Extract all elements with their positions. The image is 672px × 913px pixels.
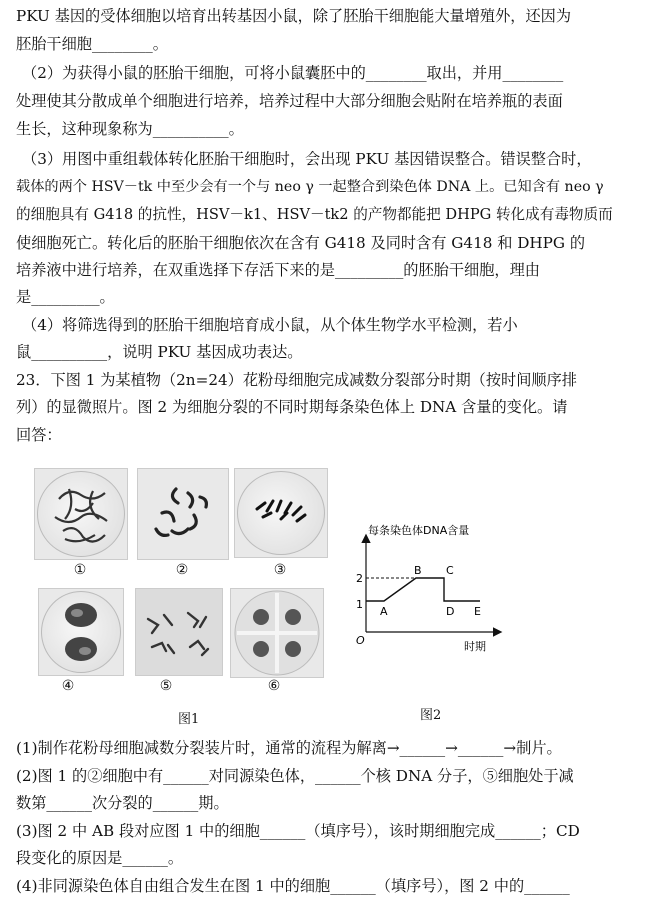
question-2-line-1: (2)图 1 的②细胞中有______对同源染色体，______个核 DNA 分子，⑤细胞处于减	[16, 767, 574, 785]
point-label-b: B	[414, 564, 422, 577]
text-line-8: 的细胞具有 G418 的抗性，HSV－k1、HSV－tk2 的产物都能把 DHPG 转化成有毒物质而	[16, 206, 613, 223]
label-6: ⑥	[267, 678, 281, 694]
text-line-3: （2）为获得小鼠的胚胎干细胞，可将小鼠囊胚中的________取出，并用________	[22, 64, 564, 82]
label-5: ⑤	[159, 678, 173, 694]
figure-1	[0, 460, 340, 730]
micrograph-1	[34, 468, 128, 560]
figure-2-caption: 图2	[420, 708, 442, 723]
x-axis-label: 时期	[464, 640, 486, 653]
text-line-9: 使细胞死亡。转化后的胚胎干细胞依次在含有 G418 及同时含有 G418 和 DHPG 的	[16, 234, 586, 252]
origin-label: O	[356, 634, 365, 647]
label-1: ①	[73, 562, 87, 578]
micrograph-2	[137, 468, 229, 560]
micrograph-3	[234, 468, 328, 558]
label-2: ②	[175, 562, 189, 578]
question-2-line-2: 数第______次分裂的______期。	[16, 794, 229, 812]
point-label-d: D	[446, 605, 455, 618]
question-3-line-1: (3)图 2 中 AB 段对应图 1 中的细胞______（填序号），该时期细胞完成______；CD	[16, 822, 580, 840]
point-label-e: E	[474, 605, 481, 618]
point-label-c: C	[446, 564, 454, 577]
text-line-2: 胚胎干细胞________。	[16, 35, 168, 53]
dna-content-line	[366, 578, 480, 601]
text-line-13: 鼠__________，说明 PKU 基因成功表达。	[16, 343, 303, 361]
text-line-14: 23．下图 1 为某植物（2n=24）花粉母细胞完成减数分裂部分时期（按时间顺序排	[16, 371, 577, 389]
micrograph-6	[230, 588, 324, 678]
text-line-1: PKU 基因的受体细胞以培育出转基因小鼠，除了胚胎干细胞能大量增殖外，还因为	[16, 7, 572, 25]
ytick-2: 2	[356, 572, 363, 585]
text-line-6: （3）用图中重组载体转化胚胎干细胞时，会出现 PKU 基因错误整合。错误整合时，	[22, 150, 592, 168]
ytick-1: 1	[356, 598, 363, 611]
point-label-a: A	[380, 605, 388, 618]
text-line-10: 培养液中进行培养，在双重选择下存活下来的是_________的胚胎干细胞，理由	[16, 261, 540, 279]
text-line-5: 生长，这种现象称为__________。	[16, 120, 244, 138]
text-line-15: 列）的显微照片。图 2 为细胞分裂的不同时期每条染色体上 DNA 含量的变化。请	[16, 398, 568, 416]
text-line-11: 是_________。	[16, 288, 115, 306]
label-4: ④	[61, 678, 75, 694]
figure-2	[340, 520, 510, 725]
text-line-7: 载体的两个 HSV－tk 中至少会有一个与 neo γ 一起整合到染色体 DNA 上。已知含有 neo γ	[16, 179, 604, 195]
y-axis-label: 每条染色体DNA含量	[368, 524, 470, 537]
text-line-4: 处理使其分散成单个细胞进行培养，培养过程中大部分细胞会贴附在培养瓶的表面	[16, 92, 563, 110]
question-4: (4)非同源染色体自由组合发生在图 1 中的细胞______（填序号），图 2 中的______	[16, 877, 570, 895]
figure-1-caption: 图1	[178, 712, 200, 727]
text-line-12: （4）将筛选得到的胚胎干细胞培育成小鼠，从个体生物学水平检测，若小	[22, 316, 518, 334]
question-3-line-2: 段变化的原因是______。	[16, 849, 184, 867]
question-1: (1)制作花粉母细胞减数分裂装片时，通常的流程为解离→______→______→制片。	[16, 739, 562, 757]
label-3: ③	[273, 562, 287, 578]
micrograph-4	[38, 588, 124, 676]
text-line-16: 回答：	[16, 426, 62, 444]
micrograph-5	[135, 588, 223, 676]
